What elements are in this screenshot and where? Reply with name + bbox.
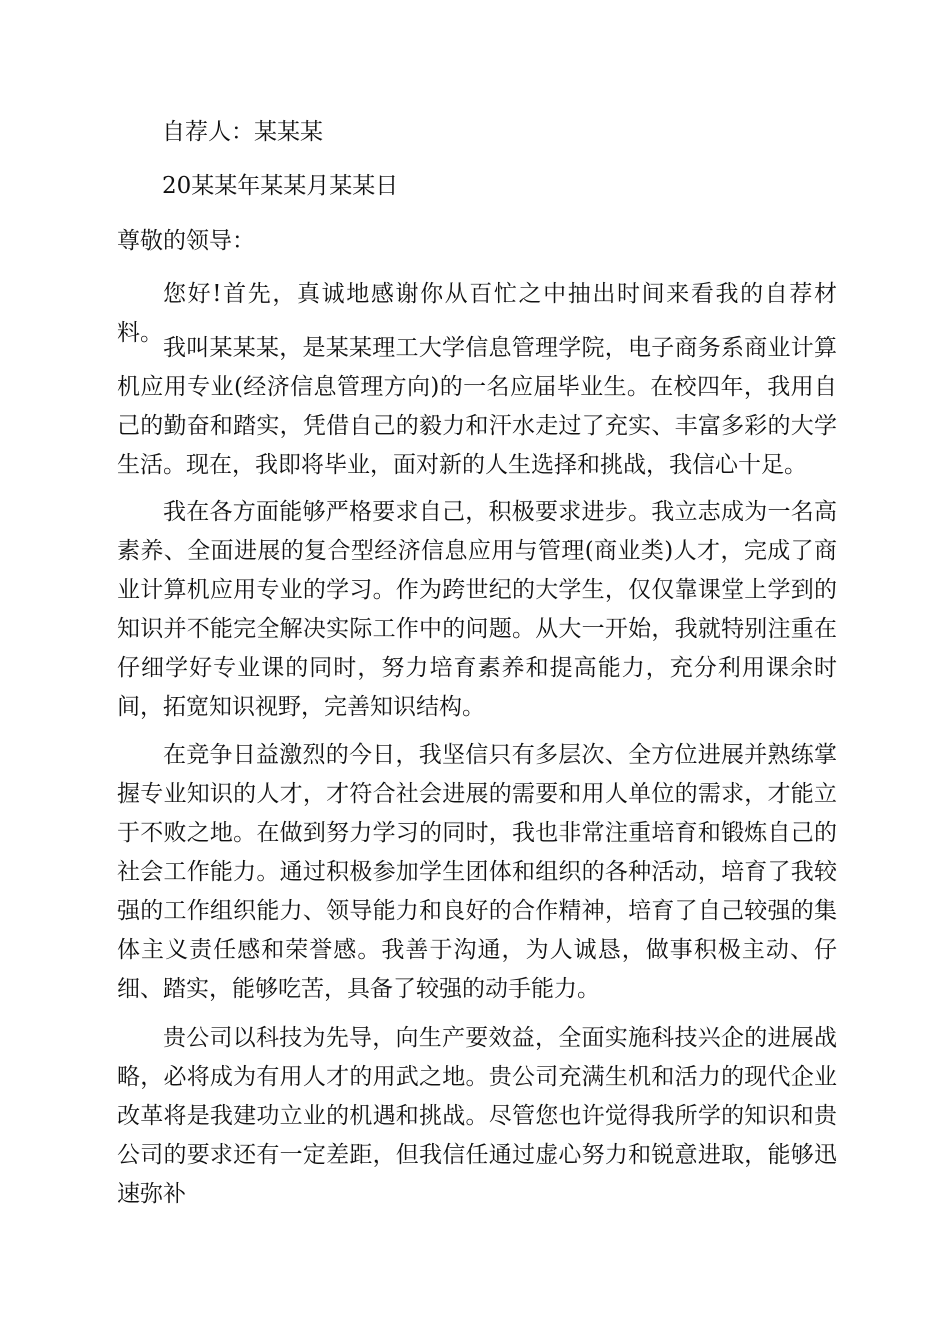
paragraph-competition: 在竞争日益激烈的今日，我坚信只有多层次、全方位进展并熟练掌握专业知识的人才，才符合社会进展的需要和用人单位的需求，才能立于不败之地。在做到努力学习的同时，我也非常注重培育和锻炼自己的社会工作能力。通过积极参加学生团体和组织的各种活动，培育了我较强的工作组织能力、领导能力和良好的合作精神，培育了自己较强的集体主义责任感和荣誉感。我善于沟通，为人诚恳，做事积极主动、仔细、踏实，能够吃苦，具备了较强的动手能力。 — [117, 742, 837, 1002]
paragraph-self-requirement: 我在各方面能够严格要求自己，积极要求进步。我立志成为一名高素养、全面进展的复合型经济信息应用与管理(商业类)人才，完成了商业计算机应用专业的学习。作为跨世纪的大学生，仅仅靠课堂上学到的知识并不能完全解决实际工作中的问题。从大一开始，我就特别注重在仔细学好专业课的同时，努力培育素养和提高能力，充分利用课余时间，拓宽知识视野，完善知识结构。 — [117, 499, 837, 720]
paragraph-introduction: 我叫某某某，是某某理工大学信息管理学院，电子商务系商业计算机应用专业(经济信息管理方向)的一名应届毕业生。在校四年，我用自己的勤奋和踏实，凭借自己的毅力和汗水走过了充实、丰富多彩的大学生活。现在，我即将毕业，面对新的人生选择和挑战，我信心十足。 — [117, 335, 837, 478]
paragraph-greeting: 您好!首先，真诚地感谢你从百忙之中抽出时间来看我的自荐材料。 — [117, 281, 837, 346]
date-line: 20某某年某某月某某日 — [162, 173, 399, 199]
recommender-line: 自荐人：某某某 — [162, 119, 323, 145]
paragraph-company: 贵公司以科技为先导，向生产要效益，全面实施科技兴企的进展战略，必将成为有用人才的用武之地。贵公司充满生机和活力的现代企业改革将是我建功立业的机遇和挑战。尽管您也许觉得我所学的知识和贵公司的要求还有一定差距，但我信任通过虚心努力和锐意进取，能够迅速弥补 — [117, 1025, 837, 1207]
salutation: 尊敬的领导： — [117, 228, 255, 254]
